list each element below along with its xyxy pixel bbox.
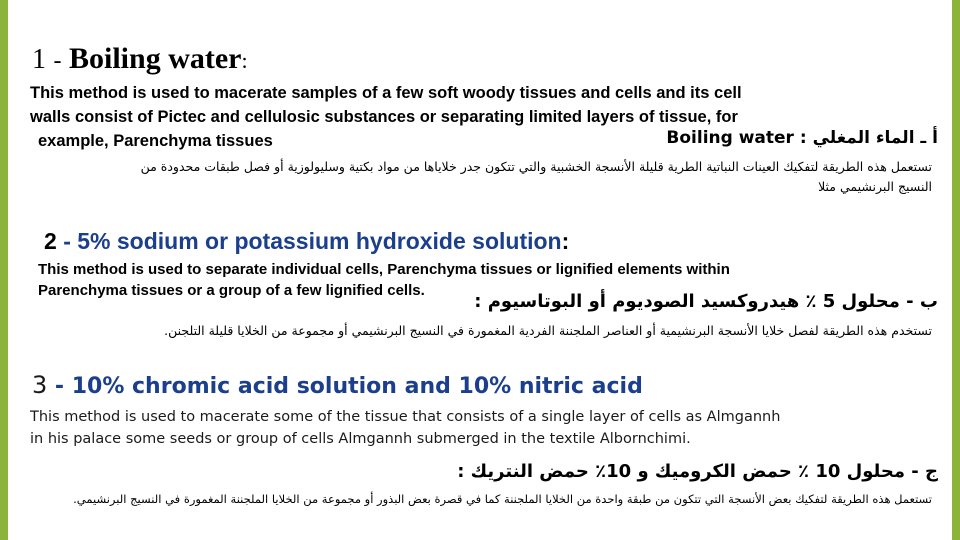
section2-heading <box>44 228 569 255</box>
section1-ar-line1: تستعمل هذه الطريقة لتفكيك العينات النباتية الطرية قليلة الأنسجة الخشبية والتي تتكون جدر خلاياها من مواد بكتية وسليولوزية أو فصل طبقات محدودة من <box>140 159 932 174</box>
section2-ar-line1: تستخدم هذه الطريقة لفصل خلايا الأنسجة البرنشيمية أو العناصر الملجننة الفردية المغمورة في النسيج البرنشيمي أو مجموعة من الخلايا قليلة التلجنن. <box>164 323 932 338</box>
section2-en-line1: This method is used to separate individual cells, Parenchyma tissues or lignified elements within <box>38 261 730 278</box>
section2-en-line2: Parenchyma tissues or a group of a few lignified cells. <box>38 282 425 299</box>
right-accent-bar <box>952 0 960 540</box>
section1-colon: : <box>241 48 248 73</box>
left-accent-bar <box>0 0 8 540</box>
section2-ar-heading: ب - محلول 5 ٪ هيدروكسيد الصوديوم أو البوتاسيوم : <box>474 291 938 312</box>
section2-title: 5% sodium or potassium hydroxide solution <box>77 228 562 254</box>
section1-en-line3: example, Parenchyma tissues <box>38 132 273 150</box>
section3-ar-heading: ج - محلول 10 ٪ حمض الكروميك و 10٪ حمض النتريك : <box>457 461 938 482</box>
section1-dash: - <box>53 48 62 74</box>
section1-title: Boiling water <box>69 42 242 75</box>
section3-en-line1: This method is used to macerate some of the tissue that consists of a single layer of cells as Almgannh <box>30 409 781 425</box>
section3-title: 10% chromic acid solution and 10% nitric acid <box>71 374 643 399</box>
section1-en-line1: This method is used to macerate samples of a few soft woody tissues and cells and its cell <box>30 84 742 102</box>
section2-colon: : <box>561 228 570 254</box>
section1-ar-heading: أ ـ الماء المغلي : Boiling water <box>666 128 938 148</box>
section3-number: 3 <box>32 371 48 399</box>
section1-en-line2: walls consist of Pictec and cellulosic substances or separating limited layers of tissue, for <box>30 108 738 126</box>
section1-heading <box>32 42 248 76</box>
section1-ar-line2: النسيج البرنشيمي مثلا <box>818 179 932 194</box>
section2-dash: - <box>63 228 71 254</box>
section3-ar-line1: تستعمل هذه الطريقة لتفكيك بعض الأنسجة التي تتكون من طبقة واحدة من الخلايا الملجننة كما في قصرة بعض البذور أو مجموعة من الخلايا الملجننة المغمورة في النسيج البرنشيمي. <box>73 492 932 506</box>
section1-number: 1 <box>32 44 46 75</box>
section2-number: 2 <box>44 228 57 254</box>
section3-heading <box>32 371 643 399</box>
section3-dash: - <box>54 374 65 399</box>
section3-en-line2: in his palace some seeds or group of cells Almgannh submerged in the textile Albornchimi. <box>30 431 691 447</box>
